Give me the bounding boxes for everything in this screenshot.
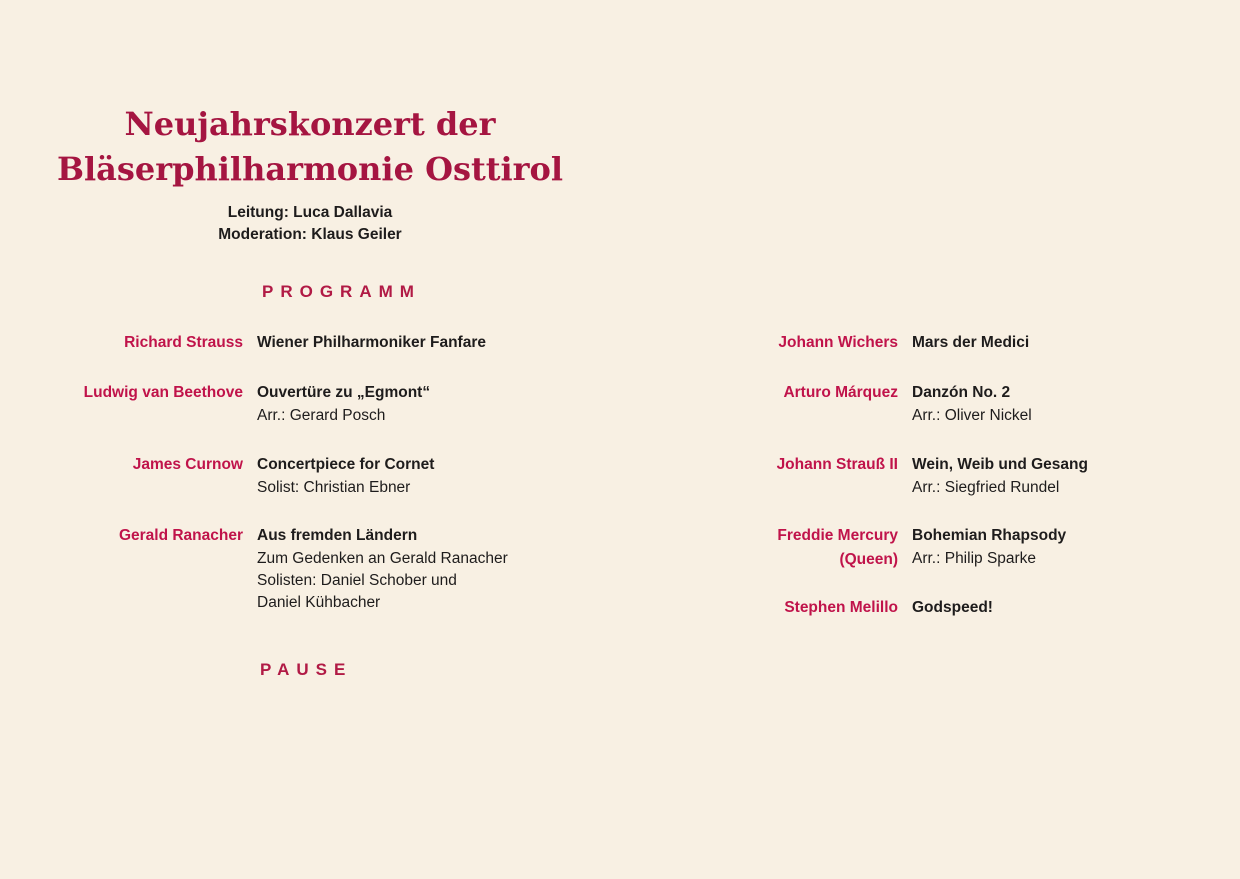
work-title: Aus fremden Ländern — [257, 527, 418, 544]
composer-name-line: James Curnow — [132, 456, 243, 473]
work-note: Zum Gedenken an Gerald Ranacher — [257, 550, 508, 567]
conductor-credit: Leitung: Luca Dallavia — [227, 204, 393, 221]
composer-name — [13, 381, 243, 405]
work-title: Bohemian Rhapsody — [912, 527, 1067, 544]
work-title: Danzón No. 2 — [912, 384, 1011, 401]
composer-name — [13, 453, 243, 477]
composer-name — [668, 524, 898, 572]
programm-heading: PROGRAMM — [262, 282, 421, 301]
work-note: Solist: Christian Ebner — [257, 479, 411, 496]
composer-name-line: Johann Strauß II — [776, 456, 898, 473]
work-note: Arr.: Oliver Nickel — [912, 407, 1032, 424]
work-title: Concertpiece for Cornet — [257, 456, 435, 473]
composer-name — [13, 331, 243, 355]
composer-name-line: Stephen Melillo — [784, 599, 898, 616]
composer-name-line: Johann Wichers — [778, 334, 898, 351]
work-title: Godspeed! — [912, 599, 993, 616]
composer-name — [668, 453, 898, 477]
work-title: Ouvertüre zu „Egmont“ — [257, 384, 431, 401]
pause-heading: PAUSE — [260, 660, 353, 679]
title-line-2: Bläserphilharmonie Osttirol — [56, 150, 564, 188]
work-info — [257, 381, 577, 427]
concert-title — [40, 102, 580, 192]
moderator-credit: Moderation: Klaus Geiler — [218, 226, 402, 243]
work-info — [257, 524, 577, 614]
title-line-1: Neujahrskonzert der — [124, 105, 496, 143]
work-info — [257, 453, 577, 499]
work-title: Wein, Weib und Gesang — [912, 456, 1088, 473]
work-info — [912, 453, 1232, 499]
work-info — [912, 381, 1232, 427]
work-note: Arr.: Philip Sparke — [912, 550, 1037, 567]
composer-name — [668, 331, 898, 355]
composer-name-line: Ludwig van Beethove — [83, 384, 243, 401]
work-info — [257, 331, 577, 355]
composer-name-line: Arturo Márquez — [783, 384, 898, 401]
composer-name-line: Freddie Mercury — [777, 527, 898, 544]
work-note: Daniel Kühbacher — [257, 594, 381, 611]
work-info — [912, 524, 1232, 570]
composer-name-line: Richard Strauss — [124, 334, 243, 351]
work-title: Wiener Philharmoniker Fanfare — [257, 334, 486, 351]
composer-name-line: Gerald Ranacher — [118, 527, 243, 544]
composer-name — [13, 524, 243, 548]
composer-name — [668, 596, 898, 620]
work-info — [912, 596, 1232, 620]
work-title: Mars der Medici — [912, 334, 1030, 351]
credits — [160, 202, 460, 246]
composer-name — [668, 381, 898, 405]
work-note: Solisten: Daniel Schober und — [257, 572, 457, 589]
work-note: Arr.: Gerard Posch — [257, 407, 386, 424]
work-info — [912, 331, 1232, 355]
work-note: Arr.: Siegfried Rundel — [912, 479, 1060, 496]
composer-name-line: (Queen) — [839, 551, 898, 568]
